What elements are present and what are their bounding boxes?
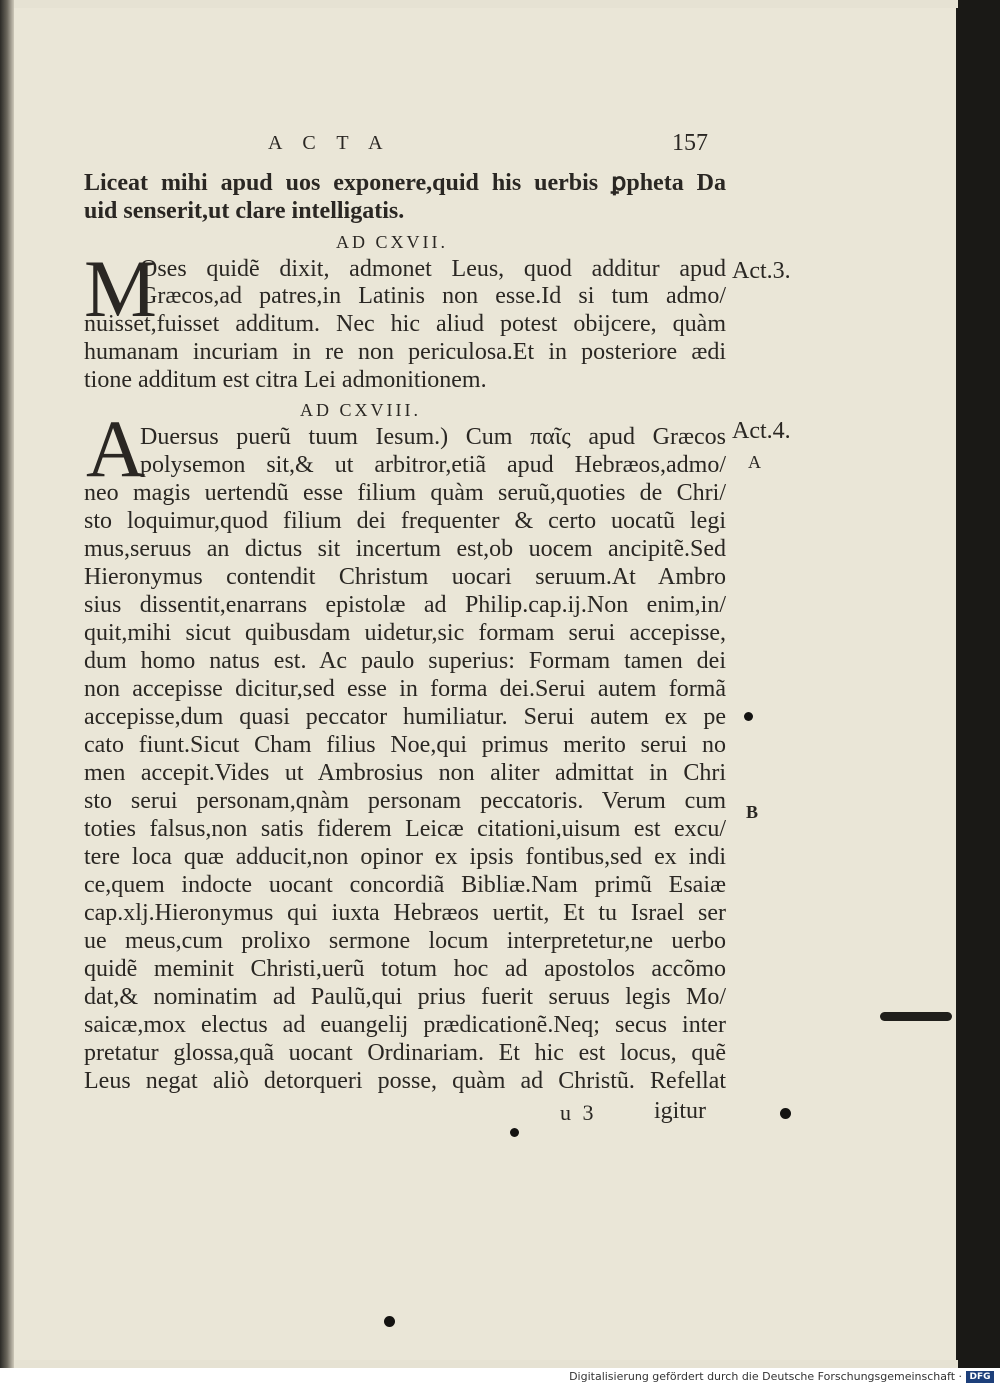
text-line: nuisset,fuisset additum. Nec hic aliud potest obijcere, quàm [84,311,726,337]
text-line: dum homo natus est. Ac paulo superius: Formam tamen dei [84,648,726,674]
text-line: tere loca quæ adducit,non opinor ex ipsis fontibus,sed ex indi [84,844,726,870]
dfg-logo: DFG [966,1371,994,1383]
margin-note-act4: Act.4. [732,418,791,444]
page-binding-edge [0,0,14,1368]
text-line: sius dissentit,enarrans epistolæ ad Philip.cap.ij.Non enim,in/ [84,592,726,618]
text-line: accepisse,dum quasi peccator humiliatur. Serui autem ex pe [84,704,726,730]
text-line: mus,seruus an dictus sit incertum est,ob uocem ancipitẽ.Sed [84,536,726,562]
text-line: saicæ,mox electus ad euangelij prædicationẽ.Neq; secus inter [84,1012,726,1038]
text-line: Hieronymus contendit Christum uocari seruum.At Ambro [84,564,726,590]
text-line: neo magis uertendũ esse filium quàm seruũ,quoties de Chri/ [84,480,726,506]
text-line: tione additum est citra Lei admonitionem. [84,367,487,393]
intro-line-1: Liceat mihi apud uos exponere,quid his uerbis ꝑpheta Da [84,170,726,196]
text-line: Duersus puerũ tuum Iesum.) Cum παῖς apud Græcos [140,424,726,450]
text-line: Leus negat aliò detorqueri posse, quàm ad Christũ. Refellat [84,1068,726,1094]
text-line: cap.xlj.Hieronymus qui iuxta Hebræos uertit, Et tu Israel ser [84,900,726,926]
footer-credit: Digitalisierung gefördert durch die Deutsche Forschungsgemeinschaft · [569,1370,962,1383]
text-line: ce,quem indocte uocant concordiã Bibliæ.Nam primũ Esaiæ [84,872,726,898]
text-line: pretatur glossa,quã uocant Ordinariam. Et hic est locus, quẽ [84,1040,726,1066]
text-line: toties falsus,non satis fiderem Leicæ citationi,uisum est excu/ [84,816,726,842]
drop-cap-m: M [84,243,157,334]
text-line: dat,& nominatim ad Paulũ,qui prius fuerit seruus legis Mo/ [84,984,726,1010]
signature-mark: u 3 [560,1100,594,1125]
ink-speck [510,1128,519,1137]
catchword: igitur [654,1098,706,1124]
margin-note-act3: Act.3. [732,258,791,284]
digitization-footer [0,1368,1000,1386]
ink-speck [384,1316,395,1327]
margin-letter-a: A [748,452,761,472]
margin-letter-b: B [746,802,759,822]
text-line: sto serui personam,qnàm personam peccatoris. Verum cum [84,788,726,814]
intro-line-2: uid senserit,ut clare intelligatis. [84,198,405,224]
section-heading-cxvii: AD CXVII. [336,232,448,252]
text-line: quidẽ meminit Christi,uerũ totum hoc ad apostolos accõmo [84,956,726,982]
text-line: ue meus,cum prolixo sermone locum interpretetur,ne uerbo [84,928,726,954]
text-line: cato fiunt.Sicut Cham filius Noe,qui primus merito serui no [84,732,726,758]
page-number: 157 [672,130,708,156]
ink-speck [744,712,753,721]
text-line: sto loquimur,quod filium dei frequenter & certo uocatũ legi [84,508,726,534]
text-line: men accepit.Vides ut Ambrosius non aliter admittat in Chri [84,760,726,786]
text-line: humanam incuriam in re non periculosa.Et in posteriore ædi [84,339,726,365]
ink-bracket-mark [880,1012,952,1021]
section-heading-cxviii: AD CXVIII. [300,400,421,420]
ink-speck [780,1108,791,1119]
text-line: non accepisse dicitur,sed esse in forma dei.Serui autem formã [84,676,726,702]
drop-cap-a: A [86,403,146,494]
scan-dark-margin [958,0,1000,1368]
text-line: quit,mihi sicut quibusdam uidetur,sic formam serui accepisse, [84,620,726,646]
text-line: Oses quidẽ dixit, admonet Leus, quod additur apud [140,256,726,282]
running-title: A C T A [268,132,391,154]
text-line: Græcos,ad patres,in Latinis non esse.Id si tum admo/ [140,283,726,309]
text-line: polysemon sit,& ut arbitror,etiã apud Hebræos,admo/ [140,452,726,478]
